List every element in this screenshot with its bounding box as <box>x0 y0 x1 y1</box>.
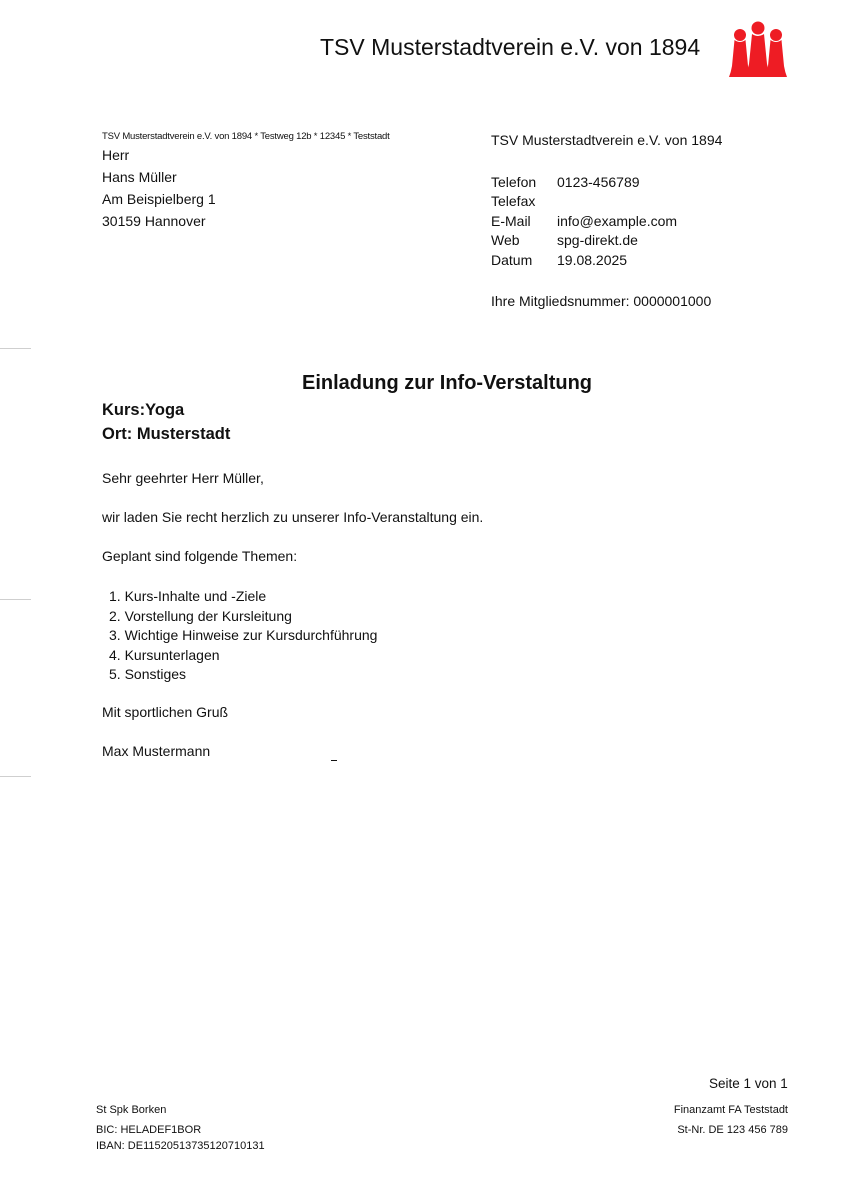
info-row-phone <box>491 173 677 192</box>
info-row-email <box>491 212 677 231</box>
list-item: 5. Sonstiges <box>109 666 187 683</box>
signature-name: Max Mustermann <box>102 743 211 759</box>
info-value: 0123-456789 <box>557 174 640 190</box>
page-number: Seite 1 von 1 <box>709 1076 788 1091</box>
greeting: Sehr geehrter Herr Müller, <box>102 470 264 486</box>
recipient-salutation: Herr <box>102 147 130 163</box>
fold-mark-bottom <box>0 776 31 777</box>
info-row-fax <box>491 192 677 211</box>
list-item: 3. Wichtige Hinweise zur Kursdurchführung <box>109 627 378 644</box>
pawns-logo-icon <box>727 20 789 80</box>
footer-tax-office: Finanzamt FA Teststadt <box>673 1104 788 1116</box>
info-value: 19.08.2025 <box>557 251 628 268</box>
contact-info-table <box>491 173 677 270</box>
org-header-title: TSV Musterstadtverein e.V. von 1894 <box>320 34 701 60</box>
info-label: Telefon <box>491 174 537 190</box>
fold-mark-top <box>0 348 31 349</box>
location-line: Ort: Musterstadt <box>102 425 231 443</box>
signature-line <box>331 760 337 761</box>
list-item: 1. Kurs-Inhalte und -Ziele <box>109 588 267 604</box>
info-label: Web <box>491 232 520 249</box>
member-number: Ihre Mitgliedsnummer: 0000001000 <box>491 293 712 309</box>
info-label: Telefax <box>491 193 536 210</box>
info-value: info@example.com <box>557 212 678 229</box>
footer-tax-number: St-Nr. DE 123 456 789 <box>677 1124 788 1136</box>
topics-list <box>109 587 377 685</box>
list-item: 2. Vorstellung der Kursleitung <box>109 607 292 624</box>
sender-line: TSV Musterstadtverein e.V. von 1894 * Testweg 12b * 12345 * Teststadt <box>102 131 390 142</box>
info-row-web <box>491 231 677 250</box>
closing: Mit sportlichen Gruß <box>102 704 229 720</box>
info-label: Datum <box>491 251 533 268</box>
list-item: 4. Kursunterlagen <box>109 646 220 663</box>
footer-bic: BIC: HELADEF1BOR <box>96 1124 202 1136</box>
recipient-city: 30159 Hannover <box>102 213 206 229</box>
recipient-street: Am Beispielberg 1 <box>102 191 216 207</box>
course-line: Kurs:Yoga <box>102 401 185 419</box>
intro-paragraph: wir laden Sie recht herzlich zu unserer Info-Veranstaltung ein. <box>102 509 484 525</box>
letter-title: Einladung zur Info-Verstaltung <box>302 372 592 394</box>
info-label: E-Mail <box>491 212 531 229</box>
footer-iban: IBAN: DE11520513735120710131 <box>96 1140 265 1152</box>
topics-intro: Geplant sind folgende Themen: <box>102 548 298 564</box>
recipient-name: Hans Müller <box>102 169 177 185</box>
footer-bank: St Spk Borken <box>96 1104 167 1116</box>
info-org-name: TSV Musterstadtverein e.V. von 1894 <box>491 132 723 148</box>
info-row-date <box>491 251 677 270</box>
fold-mark-middle <box>0 599 31 600</box>
info-value: spg-direkt.de <box>557 232 638 249</box>
